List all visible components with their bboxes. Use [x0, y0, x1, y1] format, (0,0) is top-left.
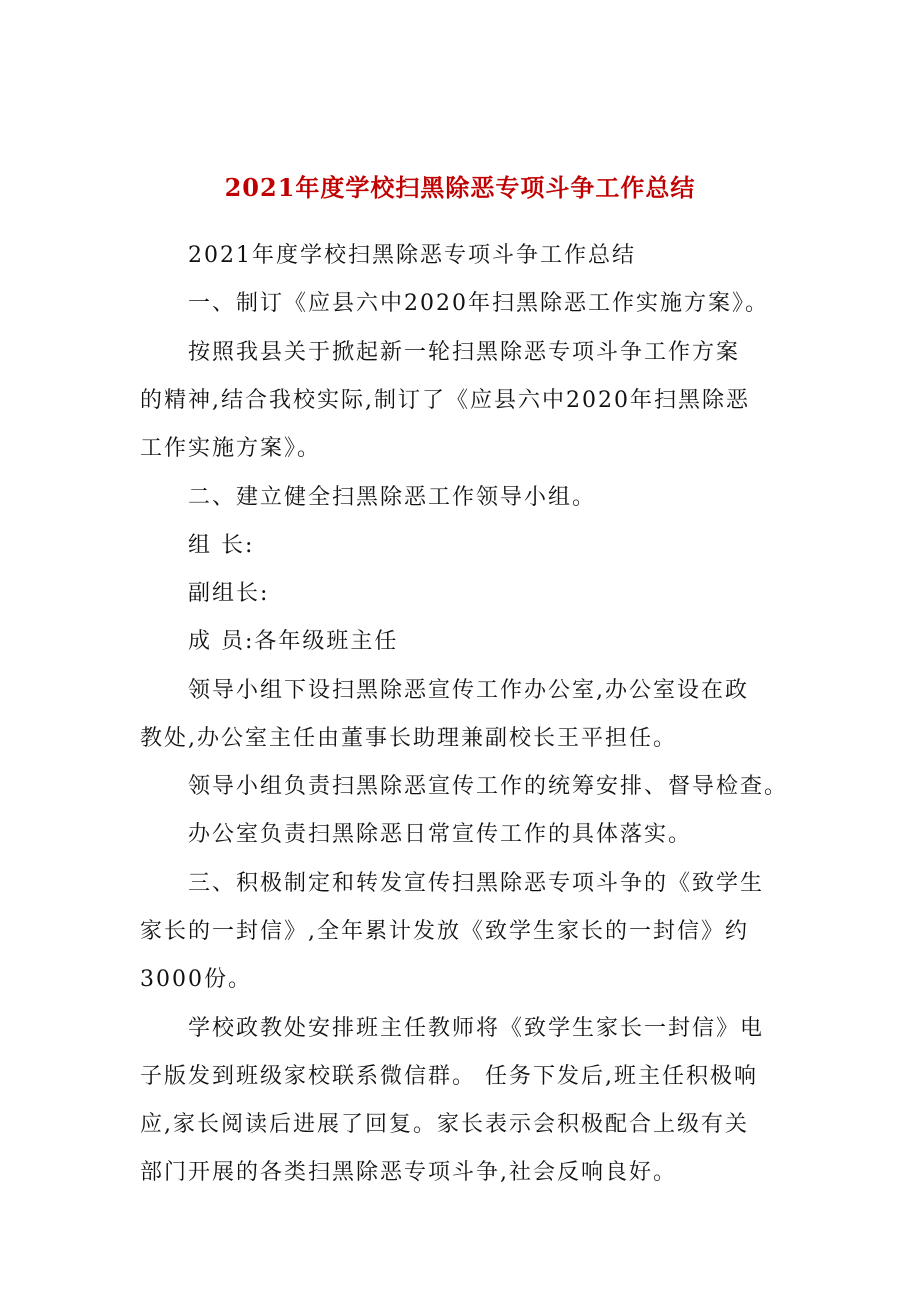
body-line: 学校政教处安排班主任教师将《致学生家长一封信》电 [188, 1016, 765, 1041]
body-line: 领导小组下设扫黑除恶宣传工作办公室,办公室设在政 [188, 678, 749, 703]
body-line: 家长的一封信》,全年累计发放《致学生家长的一封信》约 [140, 919, 749, 944]
body-line: 子版发到班级家校联系微信群。 任务下发后,班主任积极响 [140, 1064, 758, 1089]
body-line: 部门开展的各类扫黑除恶专项斗争,社会反响良好。 [140, 1160, 677, 1185]
document-title: 2021年度学校扫黑除恶专项斗争工作总结 [224, 173, 696, 202]
body-line: 副组长: [188, 581, 270, 606]
body-line: 组 长: [188, 533, 255, 558]
body-line: 领导小组负责扫黑除恶宣传工作的统筹安排、督导检查。 [188, 774, 789, 799]
body-line: 成 员:各年级班主任 [188, 629, 399, 654]
body-line: 3000份。 [140, 967, 252, 992]
body-line: 2021年度学校扫黑除恶专项斗争工作总结 [188, 243, 636, 268]
body-line: 教处,办公室主任由董事长助理兼副校长王平担任。 [140, 726, 677, 751]
body-line: 的精神,结合我校实际,制订了《应县六中2020年扫黑除恶 [140, 388, 750, 413]
section-heading: 三、积极制定和转发宣传扫黑除恶专项斗争的《致学生 [188, 871, 765, 896]
body-line: 按照我县关于掀起新一轮扫黑除恶专项斗争工作方案 [188, 340, 741, 365]
body-line: 办公室负责扫黑除恶日常宣传工作的具体落实。 [188, 822, 693, 847]
section-heading: 一、制订《应县六中2020年扫黑除恶工作实施方案》。 [188, 291, 769, 316]
section-heading: 二、建立健全扫黑除恶工作领导小组。 [188, 485, 597, 510]
body-line: 工作实施方案》。 [140, 436, 322, 461]
body-line: 应,家长阅读后进展了回复。家长表示会积极配合上级有关 [140, 1112, 749, 1137]
